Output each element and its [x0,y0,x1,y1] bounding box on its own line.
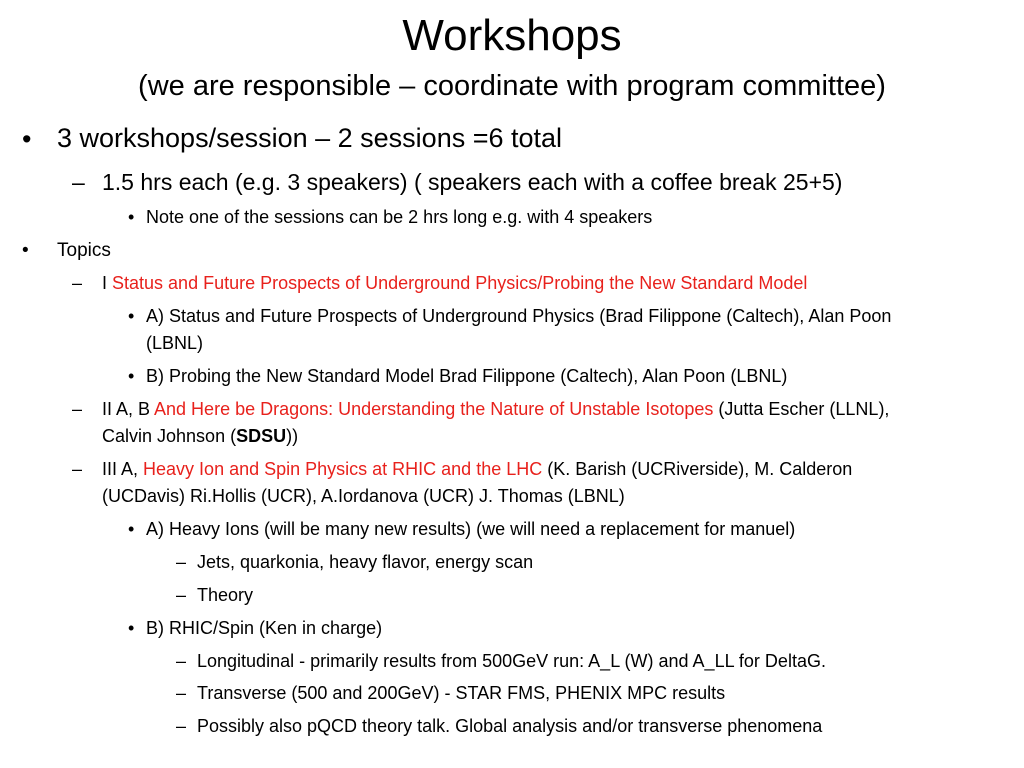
topic-1-a-line1: A) Status and Future Prospects of Underground Physics (Brad Filippone (Caltech), Alan Poon [146,306,892,326]
topic-2-line1 [102,396,889,422]
topic-1-b: B) Probing the New Standard Model Brad Filippone (Caltech), Alan Poon (LBNL) [146,366,788,386]
topic-1-title: Status and Future Prospects of Underground Physics/Probing the New Standard Model [112,273,808,293]
bullet-icon: • [128,519,135,539]
topic-1-a-line2: (LBNL) [146,333,204,353]
topic-2-prefix: II A, B [102,399,155,419]
item-duration: 1.5 hrs each (e.g. 3 speakers) ( speakers each with a coffee break 25+5) [102,169,843,195]
dash-icon: – [72,459,83,479]
bullet-icon: • [22,240,29,261]
item-workshops-count: 3 workshops/session – 2 sessions =6 total [57,123,563,153]
topic-2-line2-a: Calvin Johnson ( [102,426,237,446]
topic-3-speakers: (K. Barish (UCRiverside), M. Calderon [542,459,853,479]
topic-1-prefix: I [102,273,113,293]
topic-2-line2-c: )) [286,426,299,446]
dash-icon: – [176,585,187,605]
dash-icon: – [72,169,85,195]
slide-subtitle: (we are responsible – coordinate with program committee) [138,70,886,102]
topic-1 [102,270,807,296]
dash-icon: – [176,683,187,703]
topic-3-line1 [102,456,852,482]
item-session-note: Note one of the sessions can be 2 hrs long e.g. with 4 speakers [146,207,653,227]
topic-3-title: Heavy Ion and Spin Physics at RHIC and the LHC [143,459,543,479]
bullet-icon: • [128,306,135,326]
topic-2-line2 [102,423,298,449]
topic-3-b-2: Transverse (500 and 200GeV) - STAR FMS, PHENIX MPC results [197,683,726,703]
bullet-icon: • [128,207,135,227]
bullet-icon: • [22,124,32,154]
dash-icon: – [72,399,83,419]
item-topics: Topics [57,240,111,261]
dash-icon: – [72,273,83,293]
bullet-icon: • [128,366,135,386]
bullet-icon: • [128,618,135,638]
dash-icon: – [176,552,187,572]
topic-3-b: B) RHIC/Spin (Ken in charge) [146,618,383,638]
dash-icon: – [176,716,187,736]
topic-3-b-1: Longitudinal - primarily results from 500GeV run: A_L (W) and A_LL for DeltaG. [197,651,826,671]
topic-2-speakers: (Jutta Escher (LLNL), [713,399,890,419]
topic-3-a-2: Theory [197,585,254,605]
topic-3-b-3: Possibly also pQCD theory talk. Global analysis and/or transverse phenomena [197,716,823,736]
topic-3-a: A) Heavy Ions (will be many new results) (we will need a replacement for manuel) [146,519,796,539]
topic-3-prefix: III A, [102,459,144,479]
topic-2-title: And Here be Dragons: Understanding the Nature of Unstable Isotopes [154,399,714,419]
topic-3-a-1: Jets, quarkonia, heavy flavor, energy scan [197,552,534,572]
slide-title: Workshops [402,11,622,60]
topic-2-sdsu: SDSU [236,426,287,446]
topic-3-line2: (UCDavis) Ri.Hollis (UCR), A.Iordanova (UCR) J. Thomas (LBNL) [102,486,625,506]
dash-icon: – [176,651,187,671]
